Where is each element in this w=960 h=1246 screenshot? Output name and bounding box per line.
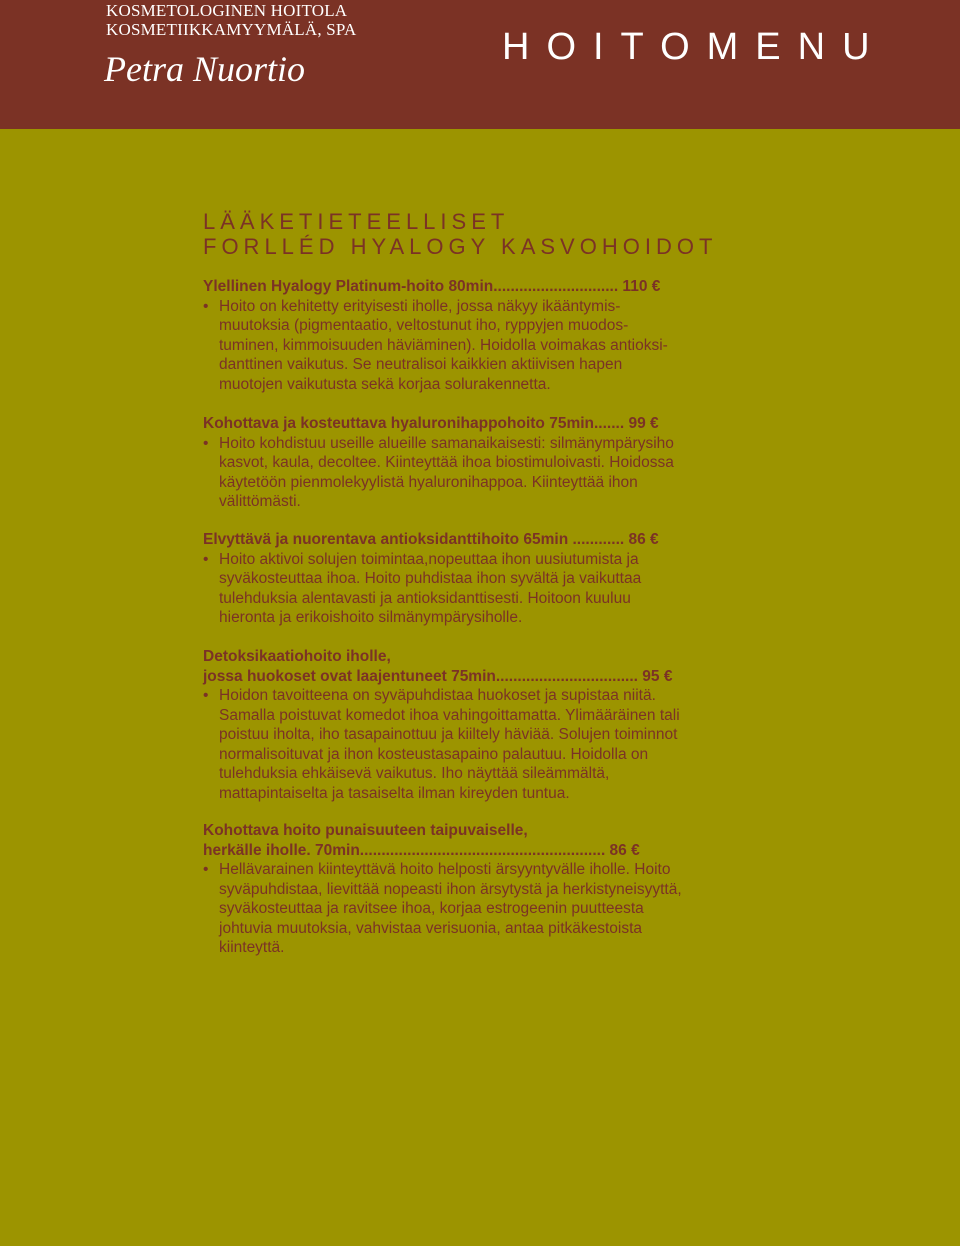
description-line: syväkosteuttaa ihoa. Hoito puhdistaa ihon syvältä ja vaikuttaa: [219, 570, 642, 587]
treatment-description: [203, 550, 763, 628]
description-line: johtuvia muutoksia, vahvistaa verisuonia, antaa pitkäkestoista: [219, 919, 643, 937]
description-line: syväkosteuttaa ja ravitsee ihoa, korjaa estrogeenin puutteesta: [219, 900, 644, 917]
treatment-title-line: herkälle iholle. 70min......................................................... 86 €: [203, 841, 640, 859]
description-line: muutoksia (pigmentaatio, veltostunut iho, ryppyjen muodos-: [219, 317, 629, 334]
header-banner: [0, 0, 960, 129]
menu-title: HOITOMENU: [502, 26, 887, 68]
treatment-hyaluronic: [203, 414, 763, 512]
treatment-platinum: [203, 277, 763, 394]
description-line: Hoidon tavoitteena on syväpuhdistaa huokoset ja supistaa niitä.: [219, 687, 656, 704]
treatment-title-line: Kohottava ja kosteuttava hyaluronihappohoito 75min....... 99 €: [203, 415, 659, 432]
treatment-title: [203, 647, 763, 686]
description-line: normalisoituvat ja ihon kosteustasapaino palautuu. Hoidolla on: [219, 745, 649, 763]
treatment-description: [203, 860, 763, 958]
bullet-icon: •: [203, 297, 209, 315]
brand-logo-name: Petra Nuortio: [104, 49, 306, 89]
treatment-title-line: Kohottava hoito punaisuuteen taipuvaiselle,: [203, 822, 528, 839]
description-line: kiinteyttä.: [219, 939, 285, 956]
description-line: poistuu iholta, iho tasapainottuu ja kiiltely häviää. Solujen toiminnot: [219, 726, 678, 743]
treatment-title-line: Elvyttävä ja nuorentava antioksidanttihoito 65min ............ 86 €: [203, 531, 659, 548]
treatment-detox: [203, 647, 763, 803]
brand-line-1: KOSMETOLOGINEN HOITOLA: [106, 1, 348, 20]
description-line: Hoito aktivoi solujen toimintaa,nopeuttaa ihon uusiutumista ja: [219, 550, 639, 568]
treatment-antioxidant: [203, 530, 763, 628]
description-line: Hoito kohdistuu useille alueille samanaikaisesti: silmänympärysiho: [219, 434, 674, 452]
section-heading-line-2: FORLLÉD HYALOGY KASVOHOIDOT: [203, 234, 718, 259]
bullet-icon: •: [203, 687, 209, 704]
bullet-icon: •: [203, 861, 209, 878]
description-line: syväpuhdistaa, lievittää nopeasti ihon ärsytystä ja herkistyneisyyttä,: [219, 880, 682, 898]
description-line: hieronta ja erikoishoito silmänympärysiholle.: [219, 609, 523, 626]
brand-line-2: KOSMETIIKKAMYYMÄLÄ, SPA: [106, 20, 357, 39]
description-line: tulehduksia ehkäisevä vaikutus. Iho näyttää sileämmältä,: [219, 765, 610, 782]
section-heading: [203, 209, 717, 259]
description-line: tulehduksia alentavasti ja antioksidanttisesti. Hoitoon kuuluu: [219, 589, 631, 607]
treatment-title-line: Detoksikaatiohoito iholle,: [203, 648, 391, 665]
bullet-icon: •: [203, 434, 209, 452]
description-line: tuminen, kimmoisuuden häviäminen). Hoidolla voimakas antioksi-: [219, 336, 668, 354]
description-line: kasvot, kaula, decoltee. Kiinteyttää ihoa biostimuloivasti. Hoidossa: [219, 454, 674, 471]
treatment-title: [203, 821, 763, 860]
bullet-icon: •: [203, 550, 209, 568]
treatment-title: [203, 530, 763, 550]
description-line: danttinen vaikutus. Se neutralisoi kaikkien aktiivisen hapen: [219, 356, 623, 373]
description-line: Hellävarainen kiinteyttävä hoito helposti ärsyyntyvälle iholle. Hoito: [219, 861, 671, 878]
treatment-title: [203, 277, 763, 297]
treatment-title-line: jossa huokoset ovat laajentuneet 75min................................. 95 €: [203, 667, 673, 685]
treatment-description: [203, 297, 763, 395]
description-line: muotojen vaikutusta sekä korjaa solurakennetta.: [219, 375, 551, 393]
description-line: käytetöön pienmolekyylistä hyaluronihappoa. Kiinteyttää ihon: [219, 473, 638, 491]
section-heading-line-1: LÄÄKETIETEELLISET: [203, 209, 510, 234]
description-line: Hoito on kehitetty erityisesti iholle, jossa näkyy ikääntymis-: [219, 297, 621, 315]
treatment-description: [203, 686, 763, 803]
treatment-sensitive: [203, 821, 763, 958]
description-line: mattapintaiselta ja tasaiselta ilman kireyden tuntua.: [219, 784, 570, 802]
treatment-title-line: Ylellinen Hyalogy Platinum-hoito 80min............................. 110 €: [203, 278, 661, 295]
treatment-description: [203, 434, 763, 512]
description-line: välittömästi.: [219, 493, 301, 510]
description-line: Samalla poistuvat komedot ihoa vahingoittamatta. Ylimääräinen tali: [219, 706, 680, 724]
treatment-title: [203, 414, 763, 434]
